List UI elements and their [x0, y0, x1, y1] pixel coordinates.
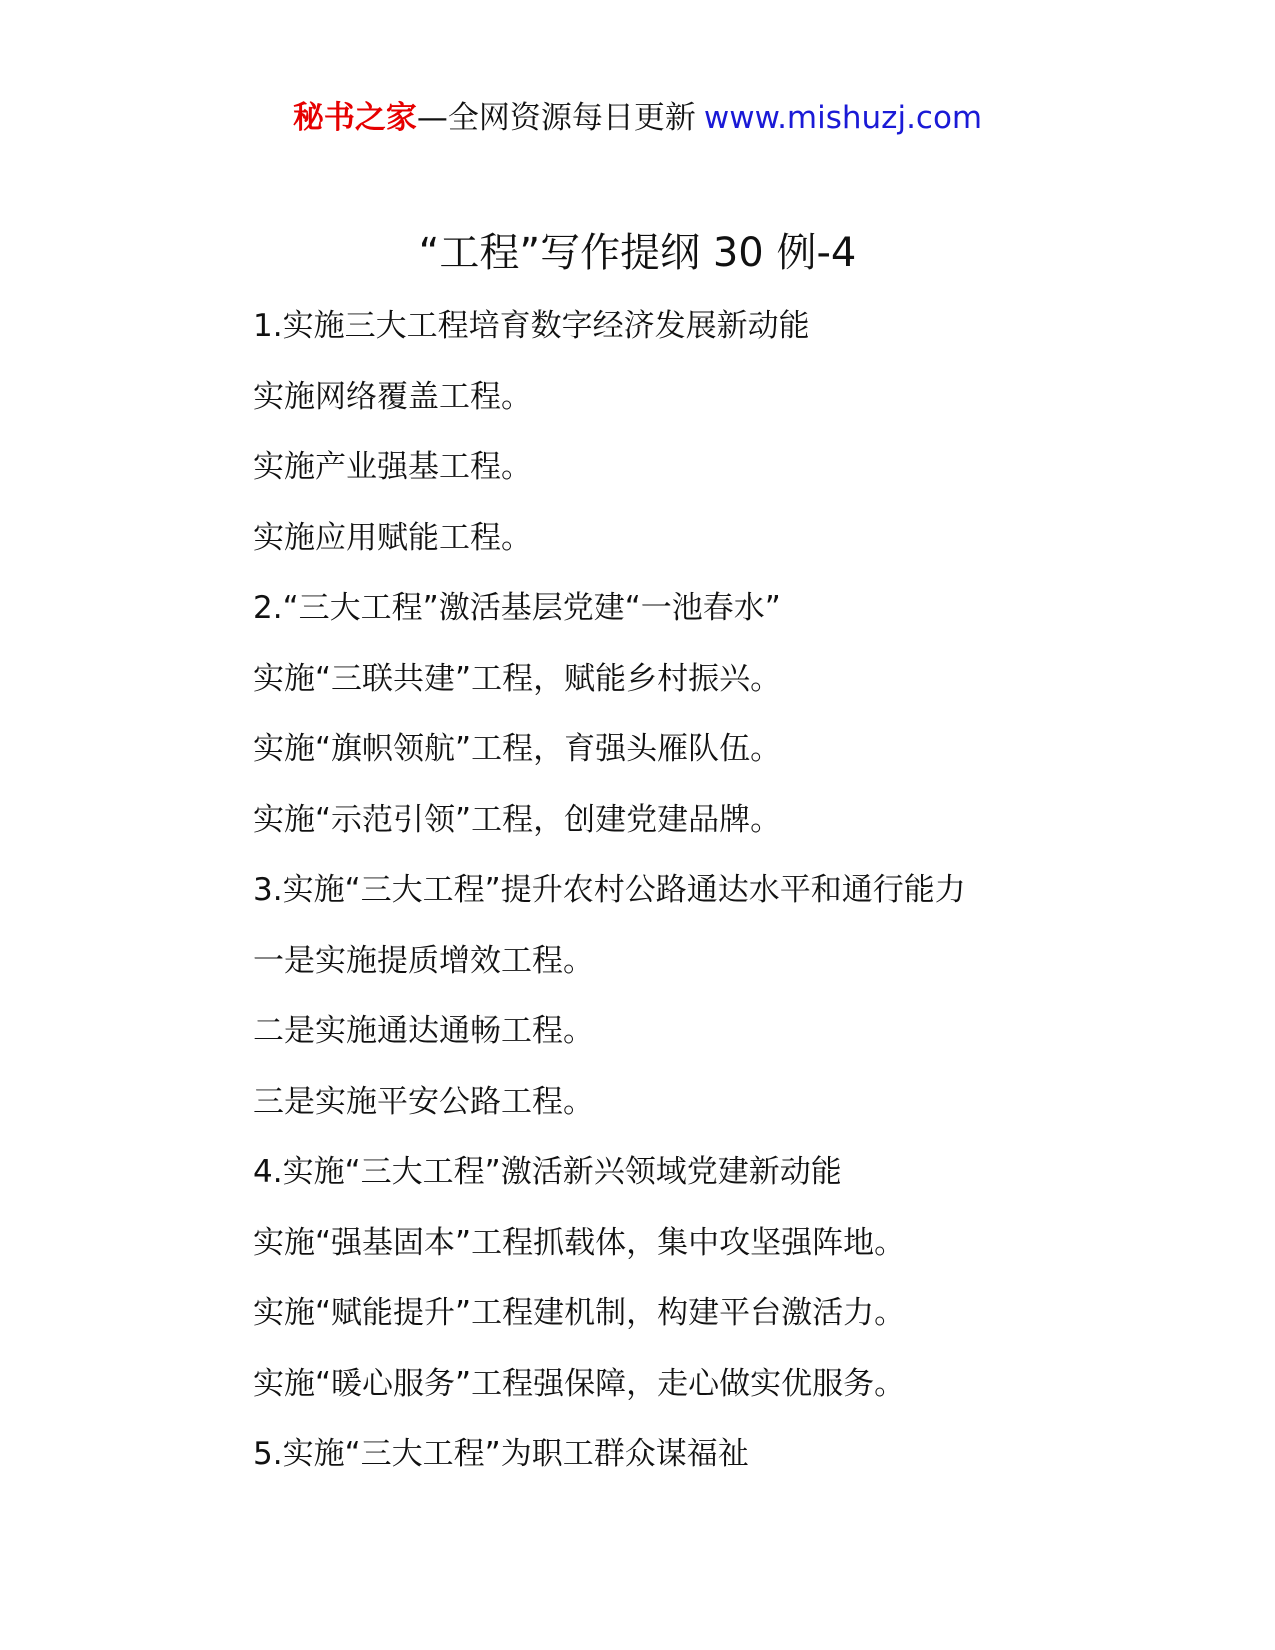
outline-item: 一是实施提质增效工程。 [253, 942, 594, 979]
outline-item: 实施网络覆盖工程。 [253, 378, 532, 415]
outline-heading: 5.实施“三大工程”为职工群众谋福祉 [253, 1436, 749, 1472]
outline-item: 实施“赋能提升”工程建机制，构建平台激活力。 [253, 1295, 906, 1331]
outline-heading: 4.实施“三大工程”激活新兴领域党建新动能 [253, 1154, 842, 1190]
outline-item: 实施“三联共建”工程，赋能乡村振兴。 [253, 660, 782, 697]
outline-item: 三是实施平安公路工程。 [253, 1083, 594, 1120]
site-url-link[interactable]: www.mishuzj.com [703, 100, 983, 136]
site-brand: 秘书之家 [292, 100, 417, 136]
site-tagline: —全网资源每日更新 [416, 100, 696, 136]
outline-heading: 3.实施“三大工程”提升农村公路通达水平和通行能力 [253, 872, 966, 908]
outline-item: 实施应用赋能工程。 [253, 519, 532, 556]
document-title: “工程”写作提纲 30 例-4 [418, 230, 857, 276]
outline-item: 实施“暖心服务”工程强保障，走心做实优服务。 [253, 1365, 906, 1402]
outline-item: 实施“旗帜领航”工程，育强头雁队伍。 [253, 731, 782, 767]
outline-heading: 2.“三大工程”激活基层党建“一池春水” [253, 590, 781, 626]
outline-heading: 1.实施三大工程培育数字经济发展新动能 [253, 308, 810, 344]
outline-item: 二是实施通达通畅工程。 [253, 1013, 594, 1049]
outline-content [253, 296, 1213, 1495]
outline-item: 实施“示范引领”工程，创建党建品牌。 [253, 801, 782, 838]
outline-item: 实施产业强基工程。 [253, 449, 532, 485]
site-header [0, 98, 1275, 138]
outline-item: 实施“强基固本”工程抓载体，集中攻坚强阵地。 [253, 1224, 906, 1261]
